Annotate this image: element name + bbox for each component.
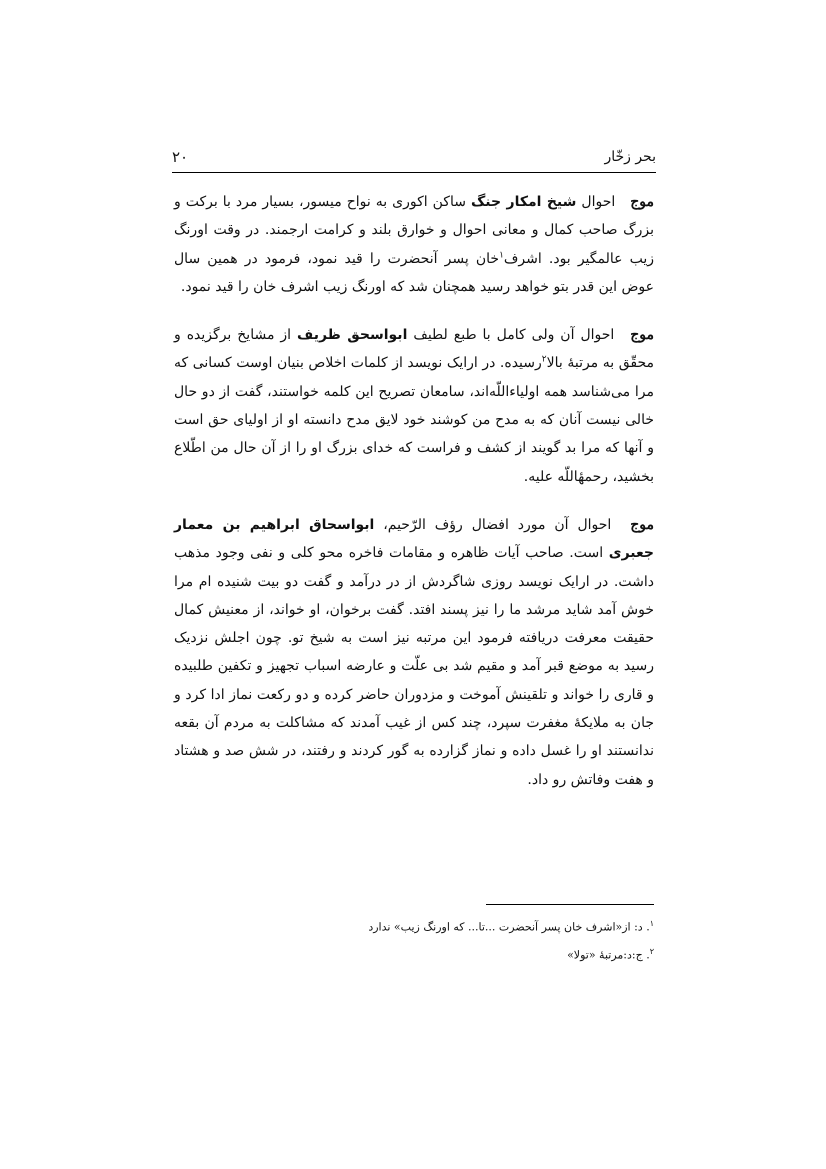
footnote-divider (486, 904, 654, 905)
footnote-item (360, 940, 654, 968)
running-header (172, 142, 656, 173)
footnote-item (360, 912, 654, 940)
paragraph-intro: احوال آن ولی کامل با طبع لطیف (413, 327, 615, 344)
paragraph-marker: موج (630, 327, 655, 344)
footnote-ref[interactable]: ۱ (499, 249, 504, 260)
saint-name: شیخ امکار جنگ (470, 194, 577, 210)
paragraph-intro: احوال آن مورد افضال رؤف الرّحیم، (383, 516, 612, 533)
paragraph-text-cont: خان پسر آنحضرت را قید نمود، فرمود در همین سال عوض این قدر بتو خواهد رسید همچنان شد که اورنگ زیب اشرف خان را قید نمود. (174, 250, 654, 295)
paragraph-text: ساکن اکوری به نواح میسور، بسیار مرد با برکت و بزرگ صاحب کمال و معانی احوال و خوارق بلند و کرامت ارجمند. در وقت اورنگ زیب عالمگیر بود. اشرف (174, 194, 654, 267)
footnote-text: . ج:د:مرتبهٔ «تولا» (567, 948, 650, 962)
footnote-ref[interactable]: ۲ (541, 354, 547, 365)
footnotes (360, 912, 654, 967)
paragraph-2 (174, 321, 654, 491)
page-number: ۲۰ (172, 148, 189, 166)
paragraph-intro: احوال (581, 194, 616, 210)
saint-name: ابواسحاق ابراهیم بن معمار جعبری (174, 516, 654, 562)
saint-name: ابواسحق ظریف (297, 327, 408, 344)
main-text (174, 188, 654, 814)
paragraph-text: از مشایخ برگزیده و محقّق به مرتبهٔ بالا (174, 327, 655, 372)
book-title: بحر زخّار (604, 149, 656, 165)
footnote-number: ۲ (649, 946, 654, 956)
paragraph-marker: موج (630, 516, 654, 533)
paragraph-1 (174, 188, 654, 301)
paragraph-3 (174, 511, 654, 794)
footnote-text: . د: از«اشرف خان پسر آنحضرت ...تا... که اورنگ زیب» ندارد (368, 920, 650, 934)
paragraph-marker: موج (630, 194, 655, 210)
footnote-number: ۱ (649, 919, 654, 928)
paragraph-text-cont: رسیده. در ارایک نویسد از کلمات اخلاص بنیان اوست کسانی که مرا می‌شناسد همه اولیاءاللّه‌اند، سامعان تصریح این کلمه خواستند، گفت از دو حال خالی نیست آنان که به مدح من کوشند خود لایق مدح دانسته او از اولیای حق است و آنها که مرا بد گویند از کشف و فراست که خدای بزرگ او را از آن حال من اطّلاع بخشید، رحمهٔاللّه علیه. (174, 355, 654, 485)
paragraph-text: است. صاحب آیات ظاهره و مقامات فاخره محو کلی و نفی وجود مذهب داشت. در ارایک نویسد روزی شاگردش از در درآمد و گفت دو بیت شنیده ام مرا خوش آمد شاید مرشد ما را نیز پسند افتد. گفت برخوان، او خواند، از معنیش کمال حقیقت معرفت دریافته فرمود این مرتبه نیز است به شیخ تو. چون اجلش نزدیک رسید به موضع قبر آمد و مقیم شد بی علّت و عارضه اسباب تجهیز و تکفین طلبیده و قاری را خواند و تلقینش آموخت و مزدوران حاضر کرده و دو رکعت نماز ادا کرد و جان به ملایکهٔ مغفرت سپرد، چند کس از غیب آمدند که مشاکلت به مردم آن بقعه ندانستند او را غسل داده و نماز گزارده به گور کردند و رفتند، در شش صد و هشتاد و هفت وفاتش رو داد. (174, 545, 654, 788)
